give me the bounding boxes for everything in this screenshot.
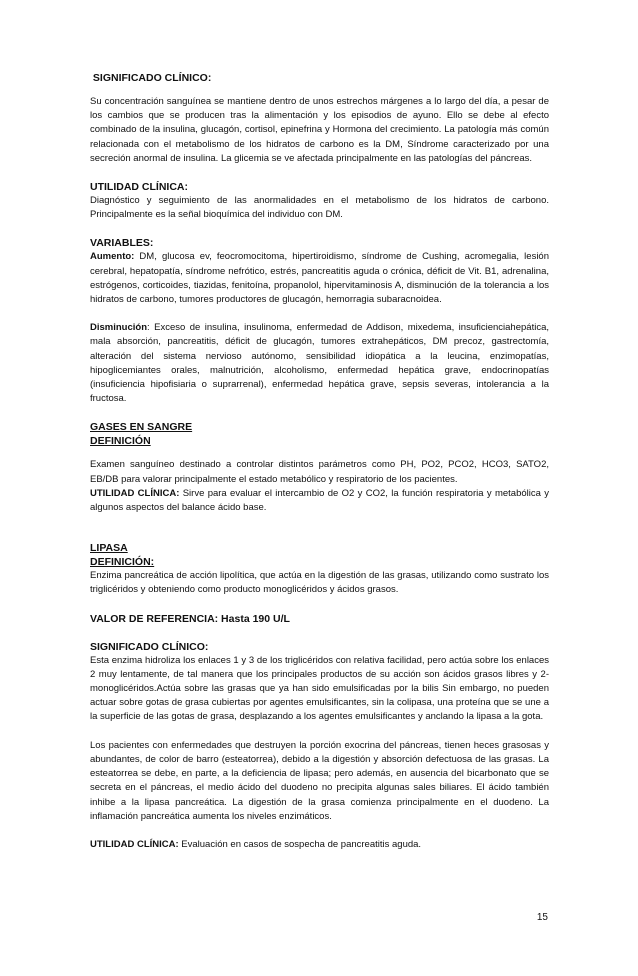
gases-definicion-heading: DEFINICIÓN [90, 435, 151, 448]
significado-clinico-heading: SIGNIFICADO CLÍNICO: [90, 72, 212, 84]
gases-utilidad-label: UTILIDAD CLÍNICA: [90, 487, 180, 499]
valor-referencia: VALOR DE REFERENCIA: Hasta 190 U/L [90, 612, 290, 625]
disminucion-text: : Exceso de insulina, insulinoma, enfermedad de Addison, mixedema, insuficienciahepática, mala absorción, pancreatitis, déficit de glucagón, tumores extrahepáticos, DM precoz, gastrectomía, alteración del sistema nervioso autónomo, sensibilidad idiopática a la leucina, enzimopatías, hipoglicemiantes orales, malnutrición, alcoholismo, enfermedad hepática grave, endocrinopatías (insuficiencia hipofisiaria o suprarrenal), enfermedad hepática grave, sepsis severas, intolerancia a la fructosa. [90, 322, 549, 405]
lipasa-utilidad-paragraph [90, 838, 549, 852]
lipasa-definicion-heading: DEFINICIÓN: [90, 556, 155, 569]
aumento-text: DM, glucosa ev, feocromocitoma, hipertiroidismo, síndrome de Cushing, acromegalia, lesión cerebral, hepatopatía, síndrome nefrótico, estrés, pancreatitis aguda o crónica, déficit de Vit. B1, adrenalina, estrógenos, corticoides, tiazidas, fenitoína, propanolol, hipervitaminosis A, disminución de la tolerancia a los hidratos de carbono, tumores productores de glucagón, hemorragia subaracnoidea. [90, 251, 549, 306]
gases-heading: GASES EN SANGRE [90, 421, 193, 434]
gases-utilidad-text: Sirve para evaluar el intercambio de O2 y CO2, la función respiratoria y metabólica y algunos aspectos del balance ácido base. [90, 487, 549, 514]
page-number: 15 [536, 912, 548, 923]
lipasa-significado-text-1: Esta enzima hidroliza los enlaces 1 y 3 de los triglicéridos con relativa facilidad, pero actúa sobre los enlaces 2 muy lentamente, de tal manera que los principales productos de su acción son ácidos grasos libres y 2-monoglicéridos.Actúa sobre las grasas que ya han sido emulsificadas por la bilis Sin embargo, no pueden actuar sobre gotas de grasa cubiertas por agentes emulsificantes, sin la colipasa, una proteína que se une a la superficie de las gotas de grasa, desplazando a los agentes emulsificantes y anclando la lipasa a la gota. [90, 654, 549, 723]
lipasa-significado-text-2: Los pacientes con enfermedades que destruyen la porción exocrina del páncreas, tienen heces grasosas y abundantes, de color de barro (esteatorrea), debido a la digestión y absorción defectuosa de las grasas. La esteatorrea se debe, en parte, a la deficiencia de lipasa; pero además, en ausencia del bicarbonato que se secreta en el páncreas, el medio ácido del duodeno no precipita algunas sales biliares. El ácido también inhibe a la lipasa pancreática. La digestión de la grasa comienza principalmente en el duodeno. La inflamación pancreática aumenta los niveles enzimáticos. [90, 739, 549, 822]
disminucion-label: Disminución [90, 322, 148, 334]
gases-definicion-text: Examen sanguíneo destinado a controlar distintos parámetros como PH, PO2, PCO2, HCO3, SATO2, EB/DB para valorar principalmente el estado metabólico y respiratorio de los pacientes. [90, 459, 549, 485]
lipasa-heading: LIPASA [90, 542, 128, 555]
page-content [90, 71, 549, 852]
significado-clinico-text: Su concentración sanguínea se mantiene dentro de unos estrechos márgenes a lo largo del día, a pesar de los cambios que se producen tras la alimentación y los episodios de ayuno. Ello se debe al efecto combinado de la insulina, glucagón, cortisol, epinefrina y Hormona del crecimiento. La patología más común relacionada con el metabolismo de los hidratos de carbono es la DM, Síndrome caracterizado por una secreción anormal de insulina. La glicemia se ve afectada principalmente en las patologías del páncreas. [90, 96, 549, 164]
aumento-label: Aumento: [90, 251, 135, 263]
lipasa-definicion-text: Enzima pancreática de acción lipolítica, que actúa en la digestión de las grasas, utilizando como sustrato los triglicéridos y obteniendo como producto monoglicéridos y ácidos grasos. [90, 570, 549, 596]
lipasa-utilidad-text: Evaluación en casos de sospecha de pancreatitis aguda. [178, 838, 422, 850]
lipasa-utilidad-label: UTILIDAD CLÍNICA: [90, 838, 179, 850]
aumento-paragraph [90, 250, 549, 307]
utilidad-clinica-text: Diagnóstico y seguimiento de las anormalidades en el metabolismo de los hidratos de carbono. Principalmente es la señal bioquímica del individuo con DM. [90, 195, 549, 221]
disminucion-paragraph [90, 321, 549, 406]
variables-heading: VARIABLES: [90, 237, 154, 250]
lipasa-significado-heading: SIGNIFICADO CLÍNICO: [90, 640, 209, 653]
utilidad-clinica-heading: UTILIDAD CLÍNICA: [90, 181, 188, 194]
gases-utilidad-paragraph [90, 487, 549, 515]
